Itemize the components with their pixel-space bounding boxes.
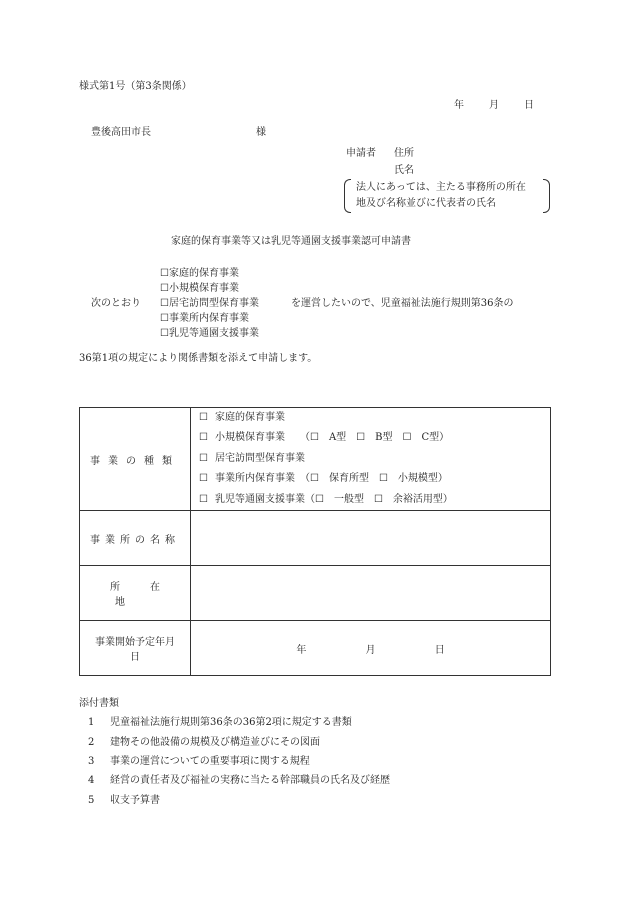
attachment-text: 建物その他設備の規模及び構造並びにその図面 [110, 737, 320, 748]
application-table [79, 407, 551, 676]
attachment-no: 1 [88, 717, 95, 728]
checkbox[interactable]: ☐ [199, 412, 208, 424]
attachment-no: 2 [88, 737, 95, 748]
date-year: 年 [454, 100, 464, 111]
attachments-heading: 添付書類 [79, 698, 119, 709]
attachment-item [88, 755, 310, 769]
attachment-text: 児童福祉法施行規則第36条の36第2項に規定する書類 [110, 717, 352, 728]
table-kind-text: 小規模保育事業 （☐ A型 ☐ B型 ☐ C型） [215, 432, 450, 444]
start-year: 年 [296, 644, 307, 656]
body-prefix: 次のとおり [91, 298, 141, 309]
kind-label-cell [80, 408, 191, 511]
table-kind-item[interactable] [191, 408, 550, 428]
start-day: 日 [434, 644, 445, 656]
attachment-no: 5 [88, 795, 95, 806]
start-date-input[interactable] [191, 621, 551, 676]
body-line-2: 36第1項の規定により関係書類を添えて申請します。 [79, 353, 318, 364]
start-month: 月 [365, 644, 376, 656]
applicant-label: 申請者 [346, 148, 376, 159]
kind-option[interactable]: ☐乳児等通園支援事業 [160, 328, 259, 339]
note-line-1: 法人にあっては、主たる事務所の所在 [356, 182, 526, 193]
location-label-cell [80, 566, 191, 621]
facility-name-label: 事業所の名称 [90, 534, 180, 546]
table-row [80, 511, 551, 566]
table-row [80, 621, 551, 676]
document-title: 家庭的保育事業等又は乳児等通園支援事業認可申請書 [171, 236, 411, 247]
start-date-label-cell [80, 621, 191, 676]
attachment-no: 3 [88, 756, 95, 767]
attachment-no: 4 [88, 775, 95, 786]
attachment-item [88, 774, 390, 788]
attachment-text: 収支予算書 [110, 795, 160, 806]
kind-option[interactable]: ☐家庭的保育事業 [160, 268, 239, 279]
note-line-2: 地及び名称並びに代表者の氏名 [356, 198, 496, 209]
date-day: 日 [524, 100, 534, 111]
table-kind-text: 居宅訪問型保育事業 [215, 452, 305, 464]
name-label: 氏名 [394, 165, 414, 176]
start-date-label-1: 事業開始予定年月 [95, 637, 175, 648]
honorific: 様 [256, 127, 266, 138]
checkbox[interactable]: ☐ [199, 432, 208, 444]
location-input[interactable] [191, 566, 551, 621]
facility-name-label-cell [80, 511, 191, 566]
addressee: 豊後高田市長 [91, 127, 151, 138]
checkbox[interactable]: ☐ [199, 473, 208, 485]
attachment-item [88, 716, 352, 730]
table-kind-item[interactable] [191, 428, 550, 448]
body-suffix: を運営したいので、児童福祉法施行規則第36条の [291, 298, 514, 309]
facility-name-input[interactable] [191, 511, 551, 566]
location-label: 所在地 [110, 582, 190, 608]
table-row [80, 408, 551, 511]
attachment-text: 事業の運営についての重要事項に関する規程 [110, 756, 310, 767]
attachment-item [88, 736, 320, 750]
table-kind-item[interactable] [191, 490, 550, 510]
form-number: 様式第1号（第3条関係） [79, 81, 192, 92]
table-kind-item[interactable] [191, 449, 550, 469]
start-date-label-2: 日 [130, 652, 140, 663]
kind-option[interactable]: ☐事業所内保育事業 [160, 313, 249, 324]
attachment-item [88, 794, 160, 808]
kind-options [160, 266, 259, 341]
table-kind-text: 乳児等通園支援事業（☐ 一般型 ☐ 余裕活用型） [215, 493, 453, 505]
left-bracket [344, 179, 351, 213]
kind-option[interactable]: ☐小規模保育事業 [160, 283, 239, 294]
table-row [80, 566, 551, 621]
kind-option[interactable]: ☐居宅訪問型保育事業 [160, 298, 259, 309]
kind-options-cell [191, 408, 551, 511]
date-month: 月 [489, 100, 499, 111]
table-kind-text: 事業所内保育事業 （☐ 保育所型 ☐ 小規模型） [215, 473, 448, 485]
kind-label: 事業の種類 [90, 455, 180, 467]
checkbox[interactable]: ☐ [199, 452, 208, 464]
applicant-note [344, 179, 550, 213]
table-kind-text: 家庭的保育事業 [215, 412, 285, 424]
checkbox[interactable]: ☐ [199, 493, 208, 505]
right-bracket [543, 179, 550, 213]
table-kind-item[interactable] [191, 469, 550, 489]
attachment-text: 経営の責任者及び福祉の実務に当たる幹部職員の氏名及び経歴 [110, 775, 390, 786]
address-label: 住所 [394, 148, 414, 159]
